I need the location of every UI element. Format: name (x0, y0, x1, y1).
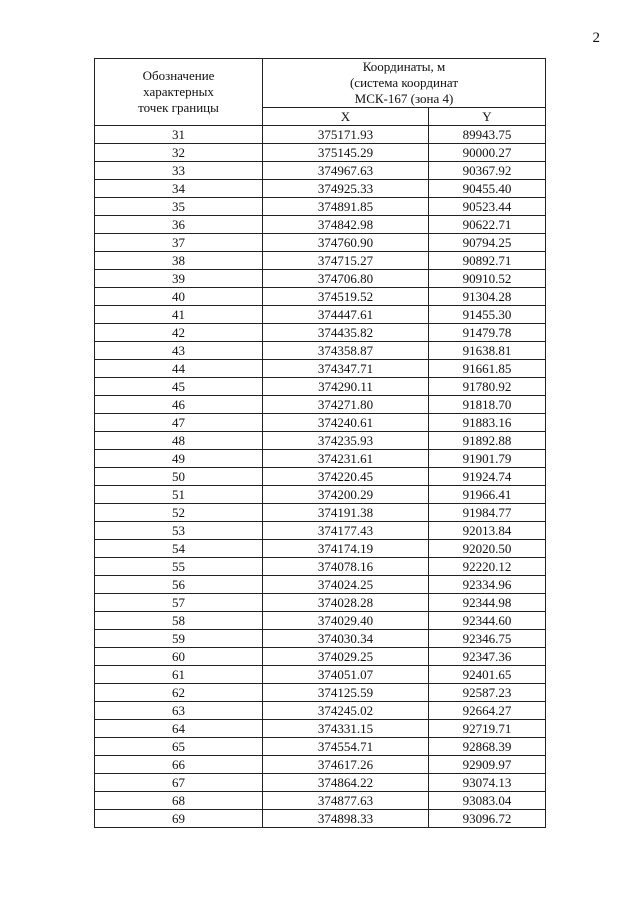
point-number-cell: 51 (95, 486, 263, 504)
x-coordinate-cell: 374715.27 (263, 252, 429, 270)
table-row (95, 468, 546, 486)
point-number-cell: 68 (95, 792, 263, 810)
point-number-cell: 53 (95, 522, 263, 540)
y-coordinate-cell: 91883.16 (429, 414, 546, 432)
y-coordinate-cell: 90794.25 (429, 234, 546, 252)
point-number-cell: 65 (95, 738, 263, 756)
x-coordinate-cell: 375145.29 (263, 144, 429, 162)
x-coordinate-cell: 374125.59 (263, 684, 429, 702)
x-coordinate-cell: 374347.71 (263, 360, 429, 378)
point-number-cell: 66 (95, 756, 263, 774)
table-row (95, 630, 546, 648)
x-coordinate-cell: 374235.93 (263, 432, 429, 450)
table-row (95, 162, 546, 180)
y-coordinate-cell: 91479.78 (429, 324, 546, 342)
point-number-cell: 38 (95, 252, 263, 270)
y-coordinate-cell: 91818.70 (429, 396, 546, 414)
table-header-row (95, 59, 546, 108)
x-coordinate-cell: 374028.28 (263, 594, 429, 612)
y-coordinate-cell: 92220.12 (429, 558, 546, 576)
point-number-cell: 32 (95, 144, 263, 162)
point-number-cell: 46 (95, 396, 263, 414)
table-row (95, 216, 546, 234)
x-coordinate-cell: 374760.90 (263, 234, 429, 252)
table-row (95, 432, 546, 450)
x-coordinate-cell: 374029.25 (263, 648, 429, 666)
table-row (95, 306, 546, 324)
table-row (95, 576, 546, 594)
x-coordinate-cell: 374078.16 (263, 558, 429, 576)
y-coordinate-cell: 92013.84 (429, 522, 546, 540)
x-coordinate-cell: 374864.22 (263, 774, 429, 792)
table-row (95, 684, 546, 702)
y-coordinate-cell: 90523.44 (429, 198, 546, 216)
table-body (95, 126, 546, 828)
x-coordinate-cell: 374191.38 (263, 504, 429, 522)
point-number-cell: 42 (95, 324, 263, 342)
point-number-cell: 67 (95, 774, 263, 792)
y-coordinate-cell: 91780.92 (429, 378, 546, 396)
table-row (95, 612, 546, 630)
y-coordinate-cell: 91984.77 (429, 504, 546, 522)
y-coordinate-cell: 92401.65 (429, 666, 546, 684)
y-coordinate-cell: 92664.27 (429, 702, 546, 720)
point-number-cell: 45 (95, 378, 263, 396)
table-row (95, 144, 546, 162)
table-row (95, 180, 546, 198)
y-coordinate-cell: 92587.23 (429, 684, 546, 702)
table-row (95, 324, 546, 342)
y-coordinate-cell: 92719.71 (429, 720, 546, 738)
x-coordinate-cell: 374030.34 (263, 630, 429, 648)
table-row (95, 252, 546, 270)
y-coordinate-cell: 90910.52 (429, 270, 546, 288)
y-coordinate-cell: 91638.81 (429, 342, 546, 360)
x-coordinate-cell: 374271.80 (263, 396, 429, 414)
point-number-cell: 40 (95, 288, 263, 306)
point-number-cell: 34 (95, 180, 263, 198)
y-coordinate-cell: 91901.79 (429, 450, 546, 468)
x-coordinate-cell: 374240.61 (263, 414, 429, 432)
table-row (95, 270, 546, 288)
point-number-cell: 37 (95, 234, 263, 252)
x-coordinate-cell: 374706.80 (263, 270, 429, 288)
point-number-cell: 63 (95, 702, 263, 720)
point-number-cell: 56 (95, 576, 263, 594)
table-row (95, 774, 546, 792)
x-coordinate-cell: 374177.43 (263, 522, 429, 540)
point-number-cell: 58 (95, 612, 263, 630)
x-coordinate-cell: 374891.85 (263, 198, 429, 216)
point-number-cell: 60 (95, 648, 263, 666)
point-number-cell: 39 (95, 270, 263, 288)
coordinates-table (94, 58, 546, 828)
x-coordinate-cell: 374290.11 (263, 378, 429, 396)
point-number-cell: 35 (95, 198, 263, 216)
x-coordinate-cell: 374220.45 (263, 468, 429, 486)
point-number-cell: 48 (95, 432, 263, 450)
table-row (95, 810, 546, 828)
x-coordinate-cell: 374925.33 (263, 180, 429, 198)
page-number: 2 (592, 30, 600, 46)
table-row (95, 792, 546, 810)
table-row (95, 738, 546, 756)
y-coordinate-cell: 92344.98 (429, 594, 546, 612)
table-row (95, 198, 546, 216)
table-row (95, 234, 546, 252)
y-coordinate-cell: 90000.27 (429, 144, 546, 162)
y-coordinate-cell: 90455.40 (429, 180, 546, 198)
y-coordinate-cell: 91966.41 (429, 486, 546, 504)
point-number-cell: 52 (95, 504, 263, 522)
x-coordinate-cell: 374245.02 (263, 702, 429, 720)
y-coordinate-cell: 89943.75 (429, 126, 546, 144)
table-row (95, 126, 546, 144)
table-row (95, 342, 546, 360)
x-coordinate-cell: 374051.07 (263, 666, 429, 684)
table-row (95, 486, 546, 504)
x-coordinate-cell: 374435.82 (263, 324, 429, 342)
x-coordinate-cell: 374554.71 (263, 738, 429, 756)
point-number-cell: 61 (95, 666, 263, 684)
point-number-cell: 41 (95, 306, 263, 324)
table-row (95, 540, 546, 558)
x-coordinate-cell: 374842.98 (263, 216, 429, 234)
table-row (95, 360, 546, 378)
x-column-header: X (263, 108, 429, 126)
coords-label-line: Координаты, м (362, 59, 446, 74)
point-label-line: Обозначение (142, 68, 215, 83)
point-label-line: точек границы (138, 100, 219, 115)
y-coordinate-cell: 93083.04 (429, 792, 546, 810)
x-coordinate-cell: 374231.61 (263, 450, 429, 468)
y-coordinate-cell: 92346.75 (429, 630, 546, 648)
y-coordinate-cell: 92020.50 (429, 540, 546, 558)
table-row (95, 702, 546, 720)
y-column-header: Y (429, 108, 546, 126)
y-coordinate-cell: 92868.39 (429, 738, 546, 756)
point-number-cell: 64 (95, 720, 263, 738)
x-coordinate-cell: 374331.15 (263, 720, 429, 738)
x-coordinate-cell: 374200.29 (263, 486, 429, 504)
point-number-cell: 59 (95, 630, 263, 648)
y-coordinate-cell: 91924.74 (429, 468, 546, 486)
y-coordinate-cell: 91892.88 (429, 432, 546, 450)
point-number-cell: 31 (95, 126, 263, 144)
point-number-cell: 43 (95, 342, 263, 360)
table-row (95, 558, 546, 576)
y-coordinate-cell: 91455.30 (429, 306, 546, 324)
y-coordinate-cell: 91661.85 (429, 360, 546, 378)
point-number-cell: 54 (95, 540, 263, 558)
table-row (95, 720, 546, 738)
x-coordinate-cell: 374898.33 (263, 810, 429, 828)
y-coordinate-cell: 92347.36 (429, 648, 546, 666)
point-number-cell: 57 (95, 594, 263, 612)
y-coordinate-cell: 93096.72 (429, 810, 546, 828)
x-coordinate-cell: 374617.26 (263, 756, 429, 774)
x-coordinate-cell: 374447.61 (263, 306, 429, 324)
table-row (95, 648, 546, 666)
table-row (95, 414, 546, 432)
table-row (95, 522, 546, 540)
x-coordinate-cell: 374024.25 (263, 576, 429, 594)
point-label-line: характерных (143, 84, 214, 99)
x-coordinate-cell: 374877.63 (263, 792, 429, 810)
y-coordinate-cell: 92334.96 (429, 576, 546, 594)
point-number-cell: 36 (95, 216, 263, 234)
point-number-cell: 50 (95, 468, 263, 486)
y-coordinate-cell: 90622.71 (429, 216, 546, 234)
table-row (95, 756, 546, 774)
y-coordinate-cell: 92344.60 (429, 612, 546, 630)
coords-label-line: МСК-167 (зона 4) (354, 91, 454, 106)
point-number-cell: 44 (95, 360, 263, 378)
y-coordinate-cell: 92909.97 (429, 756, 546, 774)
table-row (95, 396, 546, 414)
coords-label-line: (система координат (349, 75, 459, 90)
table-row (95, 504, 546, 522)
table-row (95, 666, 546, 684)
x-coordinate-cell: 374174.19 (263, 540, 429, 558)
point-number-cell: 49 (95, 450, 263, 468)
table-row (95, 594, 546, 612)
x-coordinate-cell: 374358.87 (263, 342, 429, 360)
point-number-cell: 55 (95, 558, 263, 576)
point-number-cell: 69 (95, 810, 263, 828)
point-label-header (95, 59, 263, 126)
table-row (95, 288, 546, 306)
coordinates-header (263, 59, 546, 108)
y-coordinate-cell: 93074.13 (429, 774, 546, 792)
x-coordinate-cell: 374029.40 (263, 612, 429, 630)
x-coordinate-cell: 374519.52 (263, 288, 429, 306)
table-row (95, 450, 546, 468)
y-coordinate-cell: 91304.28 (429, 288, 546, 306)
x-coordinate-cell: 374967.63 (263, 162, 429, 180)
y-coordinate-cell: 90892.71 (429, 252, 546, 270)
point-number-cell: 47 (95, 414, 263, 432)
point-number-cell: 62 (95, 684, 263, 702)
y-coordinate-cell: 90367.92 (429, 162, 546, 180)
table-row (95, 378, 546, 396)
x-coordinate-cell: 375171.93 (263, 126, 429, 144)
point-number-cell: 33 (95, 162, 263, 180)
